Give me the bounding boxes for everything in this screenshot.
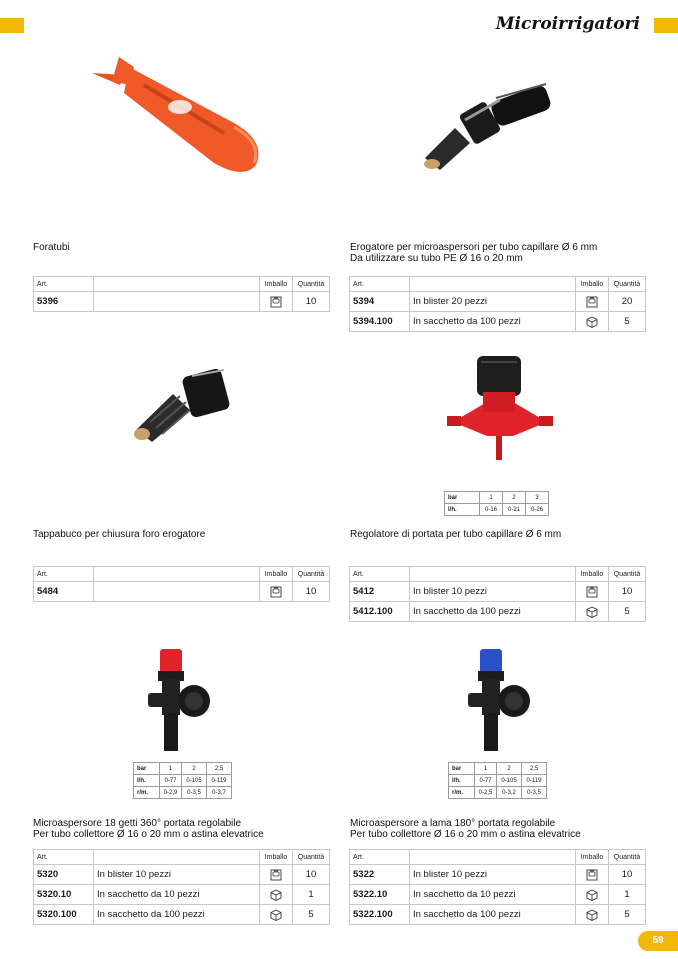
article-code: 5322.100 [350,905,410,925]
packaging-cell [576,865,609,885]
flow-table-cell: 1 [475,763,497,775]
packaging-cell [576,602,609,622]
table-row [350,602,646,622]
column-header-imballo: Imballo [260,850,293,865]
article-description: In sacchetto da 10 pezzi [94,885,260,905]
foratubi-image [84,45,274,185]
table-row [350,905,646,925]
quantity: 5 [609,602,646,622]
blister-pack-icon [586,296,598,307]
table-header-row [350,567,646,582]
table-row [34,865,330,885]
quantity: 10 [609,582,646,602]
flow-table-cell: 0-105 [182,775,207,787]
description-line: Tappabuco per chiusura foro erogatore [33,529,206,540]
flow-table-cell: 0-119 [522,775,547,787]
flow-table-cell: r/m. [134,787,160,799]
flow-table-cell: 0-105 [497,775,522,787]
carton-box-icon [270,889,282,900]
header-accent-left [0,18,24,33]
article-code: 5394.100 [350,312,410,332]
flow-table-cell: 2 [182,763,207,775]
flow-table-cell: 0-77 [160,775,182,787]
description-line: Microaspersore 18 getti 360° portata regolabile [33,818,242,829]
flow-table-cell: 1 [160,763,182,775]
article-code: 5396 [34,292,94,312]
flow-table-cell: 3 [526,492,549,504]
quantity: 10 [293,292,330,312]
column-header-desc [94,850,260,865]
article-description: In sacchetto da 100 pezzi [410,602,576,622]
quantity: 10 [609,865,646,885]
blister-pack-icon [270,586,282,597]
column-header-quantita: Quantità [293,567,330,582]
microaspersore-180-description [350,818,581,840]
column-header-imballo: Imballo [260,277,293,292]
table-header-row [350,277,646,292]
quantity: 10 [293,582,330,602]
flow-table-cell: 0-2,9 [160,787,182,799]
carton-box-icon [586,909,598,920]
flow-table-cell: l/h. [134,775,160,787]
table-header-row [34,277,330,292]
flow-table-cell: bar [134,763,160,775]
quantity: 20 [609,292,646,312]
description-line: Erogatore per microaspersori per tubo capillare Ø 6 mm [350,242,598,253]
microaspersore-360-image [142,645,218,753]
flow-table-cell: 2,5 [207,763,232,775]
table-row [34,292,330,312]
column-header-art: Art. [350,277,410,292]
article-description: In sacchetto da 100 pezzi [410,905,576,925]
blister-pack-icon [586,586,598,597]
quantity: 5 [609,905,646,925]
packaging-cell [576,885,609,905]
flow-table-cell: 2,5 [522,763,547,775]
microaspersore-360-flow-table [133,762,232,799]
flow-table-cell: 0-3,5 [522,787,547,799]
flow-table-cell: l/h. [445,504,480,516]
carton-box-icon [586,606,598,617]
blister-pack-icon [270,296,282,307]
packaging-cell [260,865,293,885]
column-header-art: Art. [34,567,94,582]
regolatore-article-table [349,566,646,622]
page-number-badge: 59 [638,931,678,951]
flow-table-cell: 0-119 [207,775,232,787]
table-header-row [350,850,646,865]
article-description [94,292,260,312]
microaspersore-180-article-table [349,849,646,925]
carton-box-icon [586,316,598,327]
carton-box-icon [270,909,282,920]
article-description: In blister 10 pezzi [410,582,576,602]
column-header-desc [410,277,576,292]
article-description: In sacchetto da 10 pezzi [410,885,576,905]
erogatore-article-table [349,276,646,332]
description-line: Foratubi [33,242,70,253]
flow-table-cell: 2 [497,763,522,775]
erogatore-description [350,242,597,264]
flow-table-cell: r/m. [449,787,475,799]
article-description: In blister 10 pezzi [94,865,260,885]
article-code: 5412 [350,582,410,602]
column-header-desc [94,567,260,582]
packaging-cell [576,905,609,925]
carton-box-icon [586,889,598,900]
column-header-quantita: Quantità [609,567,646,582]
description-line: Regolatore di portata per tubo capillare Ø 6 mm [350,529,562,540]
column-header-desc [410,850,576,865]
flow-table-cell: 0-16 [480,504,503,516]
column-header-imballo: Imballo [576,277,609,292]
packaging-cell [260,885,293,905]
article-code: 5412.100 [350,602,410,622]
description-line: Microaspersore a lama 180° portata regolabile [350,818,556,829]
quantity: 1 [293,885,330,905]
microaspersore-360-description [33,818,264,840]
regolatore-flow-table [444,491,549,516]
column-header-imballo: Imballo [260,567,293,582]
flow-table-cell: l/h. [449,775,475,787]
column-header-art: Art. [34,850,94,865]
article-code: 5484 [34,582,94,602]
flow-table-cell: 1 [480,492,503,504]
article-code: 5320.100 [34,905,94,925]
blister-pack-icon [586,869,598,880]
quantity: 10 [293,865,330,885]
column-header-quantita: Quantità [293,850,330,865]
table-row [350,885,646,905]
flow-table-cell: 0-21 [503,504,526,516]
flow-table-cell: 0-3,7 [207,787,232,799]
packaging-cell [576,582,609,602]
table-row [350,292,646,312]
column-header-desc [410,567,576,582]
column-header-art: Art. [350,850,410,865]
packaging-cell [576,292,609,312]
table-row [350,312,646,332]
flow-table-cell: 2 [503,492,526,504]
table-row [34,905,330,925]
foratubi-article-table [33,276,330,312]
table-row [350,582,646,602]
column-header-desc [94,277,260,292]
tappabuco-article-table [33,566,330,602]
article-description: In sacchetto da 100 pezzi [94,905,260,925]
header-accent-right [654,18,678,33]
table-header-row [34,850,330,865]
blister-pack-icon [270,869,282,880]
flow-table-cell: bar [445,492,480,504]
column-header-quantita: Quantità [293,277,330,292]
article-description: In blister 20 pezzi [410,292,576,312]
packaging-cell [260,905,293,925]
quantity: 1 [609,885,646,905]
regolatore-description [350,529,561,540]
table-row [34,582,330,602]
packaging-cell [260,292,293,312]
description-line: Per tubo collettore Ø 16 o 20 mm o astina elevatrice [350,829,581,840]
tappabuco-description [33,529,205,540]
description-line: Per tubo collettore Ø 16 o 20 mm o astina elevatrice [33,829,264,840]
microaspersore-180-image [462,645,538,753]
flow-table-cell: 0-3,2 [497,787,522,799]
foratubi-description [33,242,70,253]
column-header-imballo: Imballo [576,567,609,582]
microaspersore-360-article-table [33,849,330,925]
microaspersore-180-flow-table [448,762,547,799]
article-code: 5394 [350,292,410,312]
article-code: 5322 [350,865,410,885]
table-row [34,885,330,905]
section-title: Microirrigatori [495,14,640,34]
flow-table-cell: 0-26 [526,504,549,516]
flow-table-cell: 0-2,5 [475,787,497,799]
article-code: 5320.10 [34,885,94,905]
column-header-quantita: Quantità [609,850,646,865]
flow-table-cell: bar [449,763,475,775]
article-code: 5322.10 [350,885,410,905]
quantity: 5 [609,312,646,332]
tappabuco-image [128,362,240,444]
flow-table-cell: 0-3,5 [182,787,207,799]
article-description [94,582,260,602]
erogatore-image [410,78,560,178]
packaging-cell [260,582,293,602]
quantity: 5 [293,905,330,925]
article-code: 5320 [34,865,94,885]
column-header-art: Art. [350,567,410,582]
description-line: Da utilizzare su tubo PE Ø 16 o 20 mm [350,253,523,264]
table-row [350,865,646,885]
regolatore-image [447,352,553,462]
column-header-art: Art. [34,277,94,292]
column-header-imballo: Imballo [576,850,609,865]
flow-table-cell: 0-77 [475,775,497,787]
column-header-quantita: Quantità [609,277,646,292]
packaging-cell [576,312,609,332]
table-header-row [34,567,330,582]
article-description: In blister 10 pezzi [410,865,576,885]
article-description: In sacchetto da 100 pezzi [410,312,576,332]
